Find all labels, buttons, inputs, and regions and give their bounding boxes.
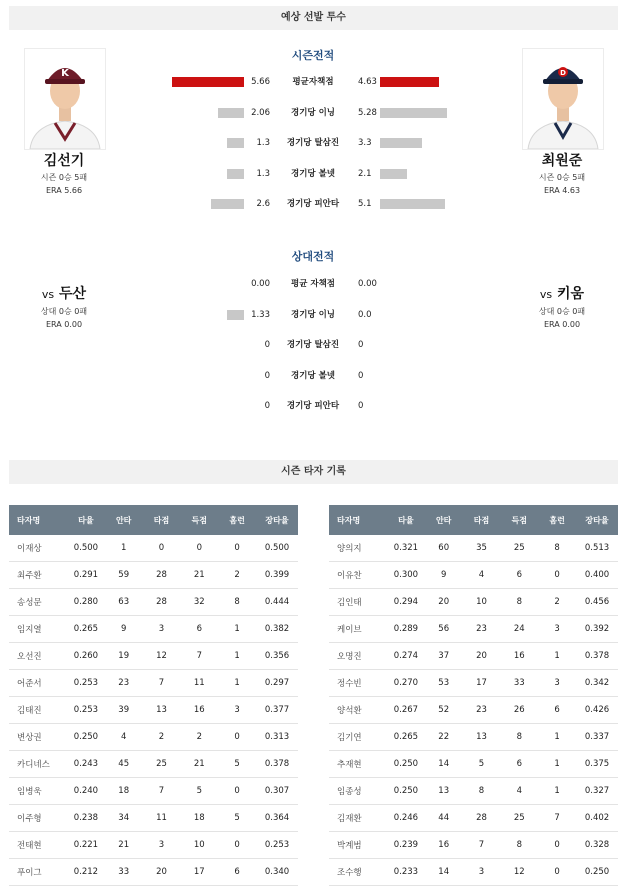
right-pitcher-era: ERA 4.63 bbox=[543, 186, 581, 195]
table-cell: 17 bbox=[463, 670, 501, 697]
table-cell: 0.402 bbox=[576, 805, 618, 832]
left-versus-record: 상대 0승 0패 bbox=[40, 307, 88, 316]
table-row bbox=[329, 832, 618, 859]
stat-label: 평균 자책점 bbox=[290, 279, 335, 289]
table-row bbox=[329, 643, 618, 670]
table-row bbox=[329, 859, 618, 886]
stat-label: 경기당 볼넷 bbox=[290, 168, 335, 179]
table-cell: 0.321 bbox=[387, 535, 425, 562]
table-cell: 45 bbox=[105, 751, 143, 778]
table-cell: 4 bbox=[105, 724, 143, 751]
table-cell: 0.444 bbox=[256, 589, 298, 616]
stat-row bbox=[0, 135, 626, 151]
table-cell: 0.250 bbox=[67, 724, 105, 751]
stat-row bbox=[0, 105, 626, 121]
table-cell: 1 bbox=[218, 643, 256, 670]
right-pitcher-record: 시즌 0승 5패 bbox=[538, 173, 586, 182]
table-cell: 25 bbox=[500, 535, 538, 562]
table-cell: 0.327 bbox=[576, 778, 618, 805]
table-cell: 0.382 bbox=[256, 616, 298, 643]
table-cell: 26 bbox=[500, 697, 538, 724]
table-cell: 1 bbox=[538, 751, 576, 778]
table-cell: 25 bbox=[500, 805, 538, 832]
table-cell: 14 bbox=[425, 751, 463, 778]
batter-name: 임종성 bbox=[329, 778, 387, 805]
away-batters-table bbox=[329, 505, 618, 886]
table-cell: 7 bbox=[538, 805, 576, 832]
batter-name: 송성문 bbox=[9, 589, 67, 616]
table-cell: 13 bbox=[463, 724, 501, 751]
table-cell: 0.250 bbox=[576, 859, 618, 886]
table-cell: 0.270 bbox=[387, 670, 425, 697]
table-row bbox=[329, 778, 618, 805]
table-cell: 0.500 bbox=[67, 535, 105, 562]
batter-name: 양석환 bbox=[329, 697, 387, 724]
table-row bbox=[329, 805, 618, 832]
table-row bbox=[329, 535, 618, 562]
table-cell: 0.260 bbox=[67, 643, 105, 670]
stat-row bbox=[0, 398, 626, 414]
table-row bbox=[9, 670, 298, 697]
table-cell: 0.500 bbox=[256, 535, 298, 562]
right-stat-value: 0 bbox=[358, 401, 364, 411]
table-cell: 0.313 bbox=[256, 724, 298, 751]
table-cell: 4 bbox=[500, 778, 538, 805]
table-cell: 0 bbox=[180, 535, 218, 562]
table-cell: 5 bbox=[218, 751, 256, 778]
column-header: 안타 bbox=[425, 505, 463, 535]
season-section-title: 시즌전적 bbox=[291, 49, 335, 62]
column-header: 안타 bbox=[105, 505, 143, 535]
left-stat-value: 1.3 bbox=[256, 138, 270, 148]
batter-name: 이주형 bbox=[9, 805, 67, 832]
table-cell: 8 bbox=[500, 832, 538, 859]
table-cell: 0.274 bbox=[387, 643, 425, 670]
column-header: 타자명 bbox=[329, 505, 387, 535]
table-cell: 2 bbox=[180, 724, 218, 751]
table-cell: 2 bbox=[218, 562, 256, 589]
table-cell: 1 bbox=[538, 724, 576, 751]
table-cell: 16 bbox=[425, 832, 463, 859]
table-cell: 0.392 bbox=[576, 616, 618, 643]
table-cell: 7 bbox=[463, 832, 501, 859]
right-stat-value: 0.0 bbox=[358, 309, 372, 320]
table-cell: 35 bbox=[463, 535, 501, 562]
table-row bbox=[9, 832, 298, 859]
right-versus-record: 상대 0승 0패 bbox=[538, 307, 586, 316]
table-cell: 5 bbox=[218, 805, 256, 832]
column-header: 득점 bbox=[180, 505, 218, 535]
right-vs-text: vs bbox=[539, 288, 553, 301]
table-cell: 63 bbox=[105, 589, 143, 616]
table-cell: 0.265 bbox=[67, 616, 105, 643]
left-pitcher-era: ERA 5.66 bbox=[45, 186, 83, 195]
table-cell: 0.267 bbox=[387, 697, 425, 724]
table-cell: 0.342 bbox=[576, 670, 618, 697]
table-cell: 13 bbox=[143, 697, 181, 724]
column-header: 득점 bbox=[500, 505, 538, 535]
batter-name: 오명진 bbox=[329, 643, 387, 670]
table-cell: 6 bbox=[538, 697, 576, 724]
table-cell: 24 bbox=[500, 616, 538, 643]
right-pitcher-avatar-image bbox=[523, 49, 603, 149]
table-cell: 0.378 bbox=[576, 643, 618, 670]
batter-name: 임지열 bbox=[9, 616, 67, 643]
batter-name: 추재현 bbox=[329, 751, 387, 778]
right-stat-value: 2.1 bbox=[358, 168, 372, 179]
left-pitcher-record: 시즌 0승 5패 bbox=[40, 173, 88, 182]
table-row bbox=[329, 724, 618, 751]
table-row bbox=[9, 589, 298, 616]
left-versus-era: ERA 0.00 bbox=[45, 320, 83, 329]
table-cell: 6 bbox=[500, 751, 538, 778]
table-cell: 0.221 bbox=[67, 832, 105, 859]
table-row bbox=[9, 724, 298, 751]
stat-row bbox=[0, 307, 626, 323]
table-cell: 23 bbox=[105, 670, 143, 697]
table-cell: 8 bbox=[500, 589, 538, 616]
table-cell: 2 bbox=[143, 724, 181, 751]
table-row bbox=[9, 859, 298, 886]
right-stat-value: 0 bbox=[358, 370, 364, 381]
left-stat-value: 2.06 bbox=[251, 107, 270, 118]
table-cell: 0.289 bbox=[387, 616, 425, 643]
table-cell: 13 bbox=[425, 778, 463, 805]
table-cell: 0 bbox=[218, 724, 256, 751]
table-cell: 28 bbox=[143, 589, 181, 616]
table-cell: 0.253 bbox=[67, 697, 105, 724]
table-cell: 10 bbox=[180, 832, 218, 859]
batter-name: 김기연 bbox=[329, 724, 387, 751]
table-cell: 3 bbox=[143, 616, 181, 643]
batter-name: 양의지 bbox=[329, 535, 387, 562]
header-title: 예상 선발 투수 bbox=[9, 6, 618, 30]
table-cell: 19 bbox=[105, 643, 143, 670]
left-stat-value: 5.66 bbox=[251, 77, 270, 87]
table-cell: 3 bbox=[218, 697, 256, 724]
left-stat-value: 0 bbox=[264, 340, 270, 350]
batter-name: 푸이그 bbox=[9, 859, 67, 886]
versus-section-title: 상대전적 bbox=[291, 250, 335, 263]
table-cell: 10 bbox=[463, 589, 501, 616]
table-cell: 1 bbox=[218, 670, 256, 697]
table-row bbox=[9, 562, 298, 589]
table-row bbox=[9, 643, 298, 670]
table-cell: 8 bbox=[538, 535, 576, 562]
table-cell: 16 bbox=[500, 643, 538, 670]
table-cell: 1 bbox=[105, 535, 143, 562]
table-cell: 0.297 bbox=[256, 670, 298, 697]
left-stat-value: 0.00 bbox=[251, 279, 270, 289]
table-cell: 3 bbox=[143, 832, 181, 859]
table-cell: 6 bbox=[218, 859, 256, 886]
left-pitcher-name: 김선기 bbox=[43, 153, 85, 169]
column-header: 홈런 bbox=[538, 505, 576, 535]
table-cell: 37 bbox=[425, 643, 463, 670]
table-cell: 9 bbox=[105, 616, 143, 643]
table-cell: 18 bbox=[180, 805, 218, 832]
batter-name: 변상권 bbox=[9, 724, 67, 751]
left-stat-value: 1.33 bbox=[251, 309, 270, 320]
batter-name: 박계범 bbox=[329, 832, 387, 859]
batter-name: 카디네스 bbox=[9, 751, 67, 778]
table-cell: 23 bbox=[463, 697, 501, 724]
table-cell: 18 bbox=[105, 778, 143, 805]
table-cell: 0.426 bbox=[576, 697, 618, 724]
batter-name: 이재상 bbox=[9, 535, 67, 562]
batter-name: 김재환 bbox=[329, 805, 387, 832]
batter-name: 최주환 bbox=[9, 562, 67, 589]
table-cell: 0.378 bbox=[256, 751, 298, 778]
table-cell: 17 bbox=[180, 859, 218, 886]
table-cell: 4 bbox=[463, 562, 501, 589]
table-row bbox=[329, 562, 618, 589]
table-cell: 0.250 bbox=[387, 751, 425, 778]
table-row bbox=[329, 697, 618, 724]
batter-name: 김태진 bbox=[9, 697, 67, 724]
table-cell: 14 bbox=[425, 859, 463, 886]
table-cell: 1 bbox=[218, 616, 256, 643]
table-cell: 59 bbox=[105, 562, 143, 589]
table-cell: 0.253 bbox=[67, 670, 105, 697]
table-cell: 0 bbox=[143, 535, 181, 562]
table-cell: 0 bbox=[538, 859, 576, 886]
batter-name: 조수행 bbox=[329, 859, 387, 886]
table-cell: 60 bbox=[425, 535, 463, 562]
stat-label: 경기당 볼넷 bbox=[290, 370, 335, 381]
table-cell: 33 bbox=[500, 670, 538, 697]
left-stat-value: 0 bbox=[264, 401, 270, 411]
table-cell: 0 bbox=[538, 562, 576, 589]
table-cell: 0.233 bbox=[387, 859, 425, 886]
table-cell: 3 bbox=[538, 616, 576, 643]
left-vs-team-name: 두산 bbox=[59, 286, 87, 302]
right-stat-value: 5.1 bbox=[358, 199, 372, 209]
right-vs-team-name: 키움 bbox=[557, 286, 585, 302]
column-header: 홈런 bbox=[218, 505, 256, 535]
table-cell: 7 bbox=[143, 778, 181, 805]
table-cell: 20 bbox=[463, 643, 501, 670]
table-row bbox=[9, 616, 298, 643]
table-cell: 0.356 bbox=[256, 643, 298, 670]
table-cell: 0.340 bbox=[256, 859, 298, 886]
right-stat-value: 3.3 bbox=[358, 138, 372, 148]
batter-name: 이유찬 bbox=[329, 562, 387, 589]
table-cell: 1 bbox=[538, 778, 576, 805]
left-stat-value: 2.6 bbox=[256, 199, 270, 209]
column-header: 타율 bbox=[387, 505, 425, 535]
table-cell: 21 bbox=[180, 562, 218, 589]
batter-name: 정수빈 bbox=[329, 670, 387, 697]
table-cell: 0.337 bbox=[576, 724, 618, 751]
table-cell: 12 bbox=[500, 859, 538, 886]
table-cell: 0 bbox=[218, 778, 256, 805]
table-cell: 0.294 bbox=[387, 589, 425, 616]
table-cell: 28 bbox=[143, 562, 181, 589]
table-cell: 52 bbox=[425, 697, 463, 724]
table-cell: 8 bbox=[500, 724, 538, 751]
right-stat-value: 4.63 bbox=[358, 77, 377, 87]
table-row bbox=[329, 751, 618, 778]
stat-row bbox=[0, 74, 626, 90]
table-cell: 0.239 bbox=[387, 832, 425, 859]
stat-label: 경기당 피안타 bbox=[286, 199, 340, 209]
table-cell: 0.238 bbox=[67, 805, 105, 832]
table-cell: 0.280 bbox=[67, 589, 105, 616]
table-cell: 6 bbox=[180, 616, 218, 643]
stat-label: 경기당 이닝 bbox=[290, 107, 335, 118]
table-row bbox=[9, 535, 298, 562]
table-header-row bbox=[329, 505, 618, 535]
table-cell: 20 bbox=[143, 859, 181, 886]
table-row bbox=[329, 670, 618, 697]
stat-label: 경기당 탈삼진 bbox=[286, 138, 340, 148]
table-cell: 25 bbox=[143, 751, 181, 778]
table-cell: 0.243 bbox=[67, 751, 105, 778]
table-row bbox=[329, 589, 618, 616]
table-cell: 0.300 bbox=[387, 562, 425, 589]
table-cell: 20 bbox=[425, 589, 463, 616]
table-cell: 6 bbox=[500, 562, 538, 589]
table-cell: 33 bbox=[105, 859, 143, 886]
left-stat-value: 0 bbox=[264, 370, 270, 381]
column-header: 타율 bbox=[67, 505, 105, 535]
svg-text:D: D bbox=[560, 69, 566, 77]
table-cell: 21 bbox=[180, 751, 218, 778]
stat-row bbox=[0, 166, 626, 182]
table-row bbox=[9, 778, 298, 805]
table-cell: 39 bbox=[105, 697, 143, 724]
batter-name: 김인태 bbox=[329, 589, 387, 616]
table-row bbox=[9, 805, 298, 832]
table-cell: 0 bbox=[218, 832, 256, 859]
table-cell: 0 bbox=[538, 832, 576, 859]
table-header-row bbox=[9, 505, 298, 535]
right-pitcher-name: 최원준 bbox=[541, 153, 583, 169]
stat-row bbox=[0, 368, 626, 384]
stat-label: 경기당 피안타 bbox=[286, 401, 340, 411]
table-cell: 2 bbox=[538, 589, 576, 616]
table-cell: 0.291 bbox=[67, 562, 105, 589]
table-cell: 5 bbox=[180, 778, 218, 805]
table-cell: 0.399 bbox=[256, 562, 298, 589]
table-cell: 22 bbox=[425, 724, 463, 751]
table-cell: 16 bbox=[180, 697, 218, 724]
table-cell: 0 bbox=[218, 535, 256, 562]
table-row bbox=[9, 697, 298, 724]
table-row bbox=[329, 616, 618, 643]
batter-name: 전태현 bbox=[9, 832, 67, 859]
table-cell: 53 bbox=[425, 670, 463, 697]
table-cell: 32 bbox=[180, 589, 218, 616]
table-cell: 9 bbox=[425, 562, 463, 589]
table-cell: 0.456 bbox=[576, 589, 618, 616]
table-cell: 0.246 bbox=[387, 805, 425, 832]
table-cell: 0.377 bbox=[256, 697, 298, 724]
right-stat-value: 5.28 bbox=[358, 107, 377, 118]
table-cell: 11 bbox=[180, 670, 218, 697]
table-cell: 8 bbox=[218, 589, 256, 616]
table-cell: 44 bbox=[425, 805, 463, 832]
table-cell: 0.265 bbox=[387, 724, 425, 751]
batter-name: 오선진 bbox=[9, 643, 67, 670]
table-cell: 28 bbox=[463, 805, 501, 832]
batters-section-title: 시즌 타자 기록 bbox=[9, 460, 618, 484]
right-stat-value: 0.00 bbox=[358, 279, 377, 289]
table-cell: 0.253 bbox=[256, 832, 298, 859]
stat-label: 평균자책점 bbox=[292, 77, 334, 87]
home-batters-table bbox=[9, 505, 298, 886]
stat-label: 경기당 탈삼진 bbox=[286, 340, 340, 350]
table-cell: 7 bbox=[180, 643, 218, 670]
table-cell: 0.212 bbox=[67, 859, 105, 886]
table-cell: 0.375 bbox=[576, 751, 618, 778]
left-stat-value: 1.3 bbox=[256, 168, 270, 179]
table-cell: 0.400 bbox=[576, 562, 618, 589]
table-cell: 0.307 bbox=[256, 778, 298, 805]
table-cell: 5 bbox=[463, 751, 501, 778]
table-cell: 7 bbox=[143, 670, 181, 697]
stat-label: 경기당 이닝 bbox=[290, 309, 335, 320]
left-vs-text: vs bbox=[41, 288, 55, 301]
column-header: 장타율 bbox=[576, 505, 618, 535]
table-cell: 1 bbox=[538, 643, 576, 670]
table-cell: 23 bbox=[463, 616, 501, 643]
stat-row bbox=[0, 276, 626, 292]
svg-text:K: K bbox=[61, 68, 69, 79]
table-cell: 0.513 bbox=[576, 535, 618, 562]
batter-name: 임병욱 bbox=[9, 778, 67, 805]
table-cell: 56 bbox=[425, 616, 463, 643]
table-cell: 3 bbox=[538, 670, 576, 697]
column-header: 타자명 bbox=[9, 505, 67, 535]
table-cell: 12 bbox=[143, 643, 181, 670]
table-row bbox=[9, 751, 298, 778]
table-cell: 0.240 bbox=[67, 778, 105, 805]
table-cell: 21 bbox=[105, 832, 143, 859]
stat-row bbox=[0, 196, 626, 212]
right-versus-era: ERA 0.00 bbox=[543, 320, 581, 329]
column-header: 장타율 bbox=[256, 505, 298, 535]
column-header: 타점 bbox=[143, 505, 181, 535]
table-cell: 0.328 bbox=[576, 832, 618, 859]
batter-name: 어준서 bbox=[9, 670, 67, 697]
table-cell: 0.250 bbox=[387, 778, 425, 805]
table-cell: 0.364 bbox=[256, 805, 298, 832]
table-cell: 11 bbox=[143, 805, 181, 832]
left-pitcher-avatar-image bbox=[25, 49, 105, 149]
column-header: 타점 bbox=[463, 505, 501, 535]
table-cell: 34 bbox=[105, 805, 143, 832]
table-cell: 3 bbox=[463, 859, 501, 886]
right-stat-value: 0 bbox=[358, 340, 364, 350]
stat-row bbox=[0, 337, 626, 353]
batter-name: 케이브 bbox=[329, 616, 387, 643]
table-cell: 8 bbox=[463, 778, 501, 805]
